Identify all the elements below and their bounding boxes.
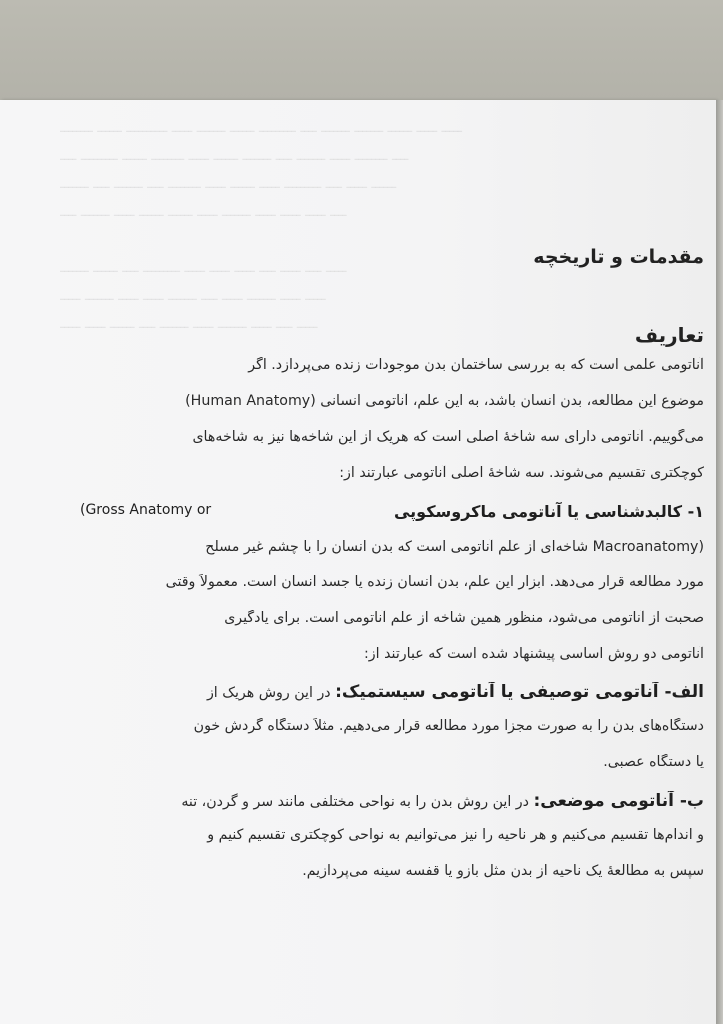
regional-anatomy-text: در این روش بدن را به نواحی مختلفی مانند سر و گردن، تنه [181,794,534,810]
book-page [0,100,716,1024]
regional-anatomy-term: ب- آناتومی موضعی: [533,791,704,811]
paragraph-line: دستگاه‌های بدن را به صورت مجزا مورد مطالعه قرار می‌دهیم. مثلاً دستگاه گردش خون [193,718,704,734]
descriptive-anatomy-term: الف- آناتومی توصیفی یا آناتومی سیستمیک: [335,682,704,702]
heading-persian: ۱- کالبدشناسی یا آناتومی ماکروسکوپی [393,502,704,521]
descriptive-anatomy-line [80,682,704,702]
descriptive-anatomy-text: در این روش هریک از [206,685,336,701]
paragraph-line: کوچکتری تقسیم می‌شوند. سه شاخهٔ اصلی آناتومی عبارتند از: [339,465,704,481]
paragraph-line: مورد مطالعه قرار می‌دهد. ابزار این علم، بدن انسان زنده یا جسد انسان است. معمولاً وقتی [165,574,704,590]
paragraph-line: موضوع این مطالعه، بدن انسان باشد، به این علم، آناتومی انسانی (Human Anatomy) [185,393,704,409]
paragraph-line: می‌گوییم. آناتومی دارای سه شاخهٔ اصلی است که هریک از این شاخه‌ها نیز به شاخه‌های [192,429,704,445]
paragraph-line: یا دستگاه عصبی. [603,754,704,770]
paragraph-line: (Macroanatomy شاخه‌ای از علم آناتومی است که بدن انسان را با چشم غیر مسلح [205,539,704,555]
page-edge [716,100,723,1024]
section-title: مقدمات و تاریخچه [533,246,704,268]
gross-anatomy-heading [80,502,704,521]
regional-anatomy-line [80,791,704,811]
subsection-title: تعاریف [634,323,704,347]
paragraph-line: و اندام‌ها تقسیم می‌کنیم و هر ناحیه را نیز می‌توانیم به نواحی کوچکتری تقسیم کنیم و [207,827,704,843]
paragraph-line: آناتومی دو روش اساسی پیشنهاد شده است که عبارتند از: [364,646,704,662]
paragraph-line: صحبت از آناتومی می‌شود، منظور همین شاخه از علم آناتومی است. برای یادگیری [224,610,704,626]
paragraph-line: آناتومی علمی است که به بررسی ساختمان بدن موجودات زنده می‌پردازد. اگر [248,357,704,373]
paragraph-line: سپس به مطالعهٔ یک ناحیه از بدن مثل بازو یا قفسه سینه می‌پردازیم. [302,863,704,879]
bleed-through-text: ــــــــ ــــــ ــــــــــ ـــــ ـــــــ ــــــ ـــــــــ ــــ ـــــــ ـــــــ ــــــ ـــــ ـــــ ــــ ـــــــــ ــــــ ــــــــ ـــــ ــــــ ـــــــ ــــ ـــــــ ـــــ ــــــــ ــــ ـــــــ ــــ ـــــــ ــــ ــــــــ ـــــ ــــــ ـــــ ـــــــــ ــــ ـــــ ــــــ ــــ ـــــــ ـــــ ــــــ ــــــ ـــــ ـــــــ ـــــ ـــــ ـــــ ــــ ـــــــ ــــــ ــــ ـــــــــ ـــــ ـــــ ـــــ ــــ ـــــ ــــ ـــــ ـــــ ـــــــ ـــــ ـــــ ـــــــ ــــ ـــــ ـــــــ ـــــ ـــــ ـــــ ـــــ ــــــ ــــ ـــــــ ـــــ ـــــــ ـــــ ــــ ـــــ [60,120,463,332]
background-surface [0,0,723,100]
heading-latin: (Gross Anatomy or [80,502,212,518]
